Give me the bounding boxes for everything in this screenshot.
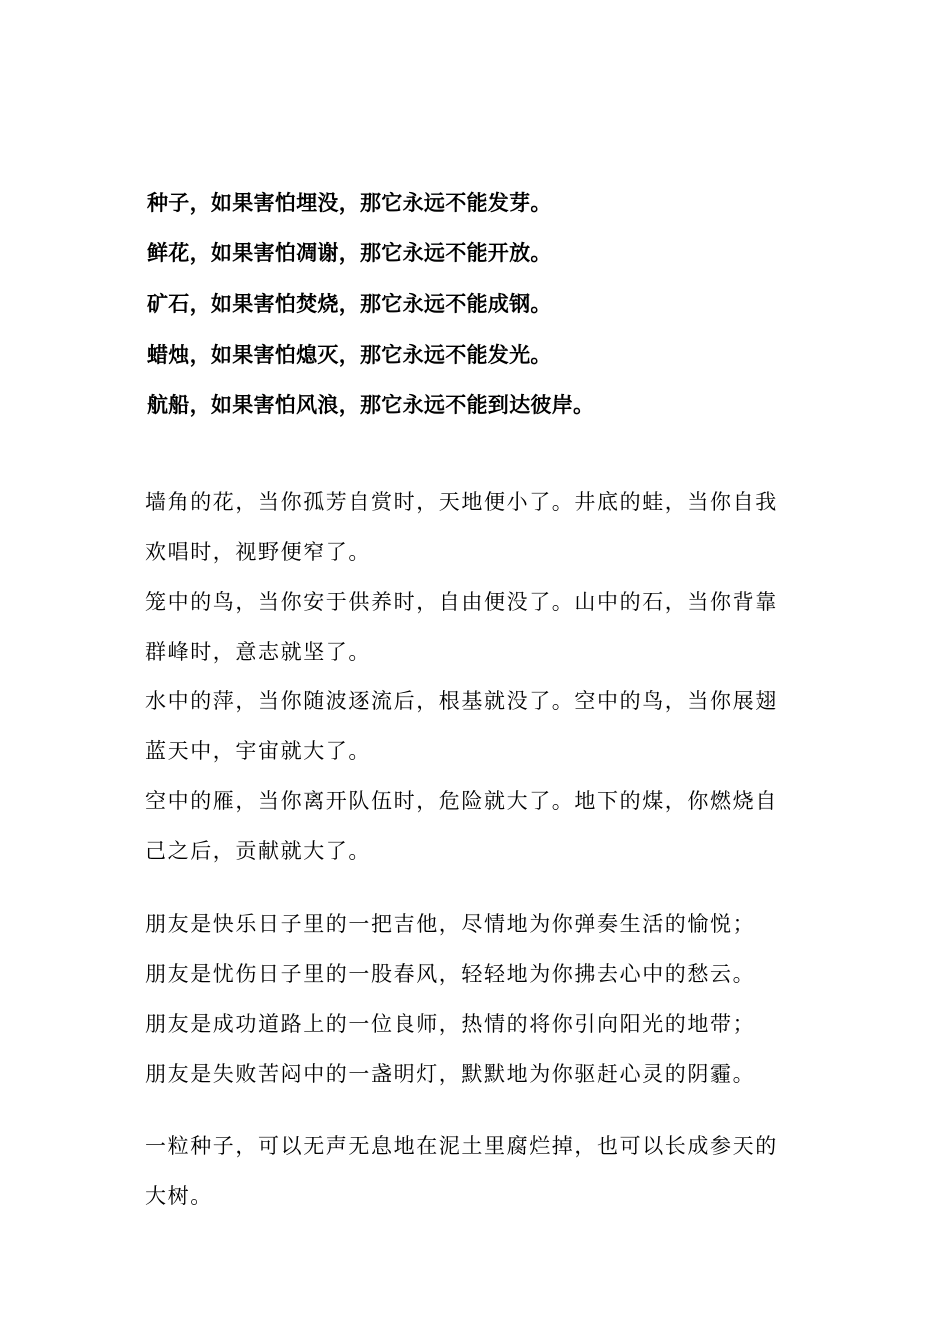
text-line: 朋友是失败苦闷中的一盏明灯，默默地为你驱赶心灵的阴霾。: [145, 1062, 756, 1086]
text-line: 朋友是忧伤日子里的一股春风，轻轻地为你拂去心中的愁云。: [145, 962, 756, 986]
text-line: 空中的雁，当你离开队伍时，危险就大了。地下的煤，你燃烧自: [145, 789, 778, 813]
text-line: 己之后，贡献就大了。: [145, 839, 371, 863]
text-line: 种子，如果害怕埋没，那它永远不能发芽。: [147, 191, 552, 215]
text-line: 蓝天中，宇宙就大了。: [145, 739, 371, 763]
text-line: 矿石，如果害怕焚烧，那它永远不能成钢。: [147, 292, 552, 316]
text-line: 一粒种子，可以无声无息地在泥土里腐烂掉，也可以长成参天的: [145, 1134, 778, 1158]
text-line: 墙角的花，当你孤芳自赏时，天地便小了。井底的蛙，当你自我: [145, 490, 778, 514]
text-line: 朋友是成功道路上的一位良师，热情的将你引向阳光的地带；: [145, 1012, 756, 1036]
text-line: 鲜花，如果害怕凋谢，那它永远不能开放。: [147, 241, 552, 265]
text-line: 航船，如果害怕风浪，那它永远不能到达彼岸。: [147, 393, 595, 417]
text-line: 朋友是快乐日子里的一把吉他，尽情地为你弹奏生活的愉悦；: [145, 912, 756, 936]
text-line: 笼中的鸟，当你安于供养时，自由便没了。山中的石，当你背靠: [145, 590, 778, 614]
text-line: 蜡烛，如果害怕熄灭，那它永远不能发光。: [147, 343, 552, 367]
text-line: 大树。: [145, 1184, 213, 1208]
text-line: 欢唱时，视野便窄了。: [145, 540, 371, 564]
text-line: 水中的萍，当你随波逐流后，根基就没了。空中的鸟，当你展翅: [145, 689, 778, 713]
text-line: 群峰时，意志就坚了。: [145, 640, 371, 664]
